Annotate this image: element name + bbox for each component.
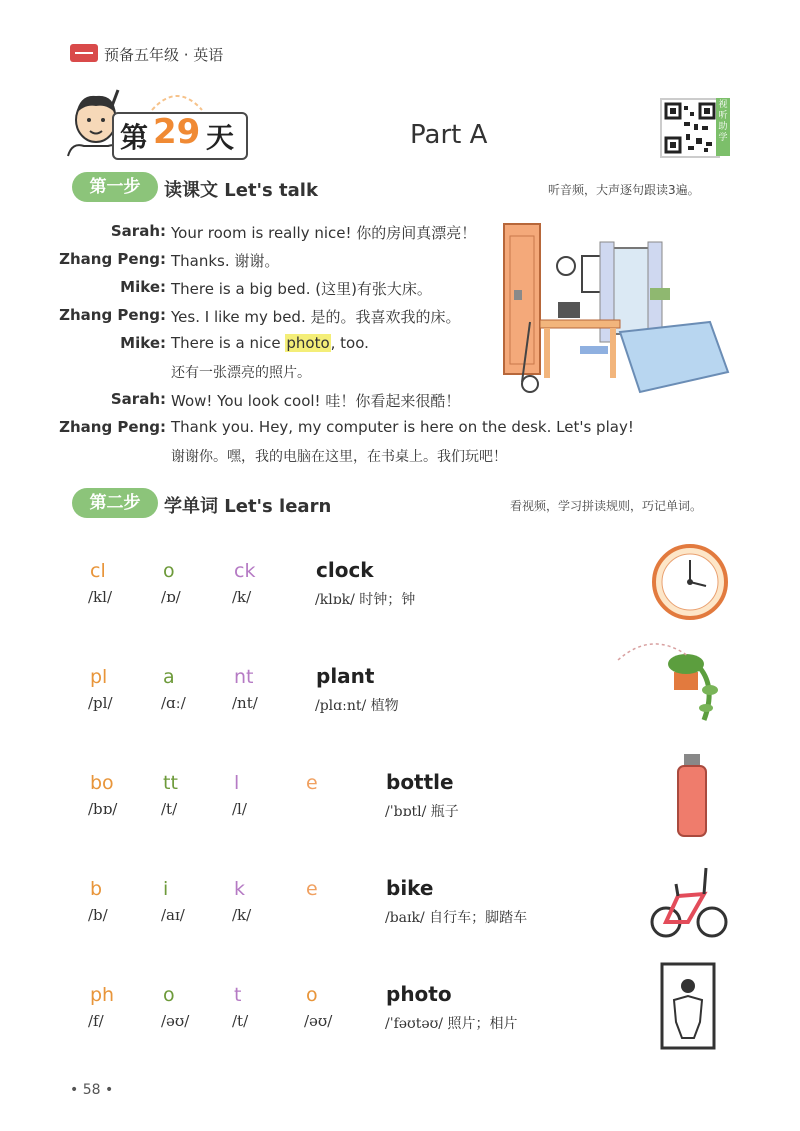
line-text-after: , too. bbox=[330, 334, 369, 352]
phonics-ipa: /k/ bbox=[232, 588, 252, 606]
phonics-segment: nt bbox=[234, 666, 254, 688]
phonics-segment: o bbox=[163, 984, 175, 1006]
header-title: 预备五年级 · 英语 bbox=[104, 46, 224, 64]
vocab-definition: /klɒk/ 时钟；钟 bbox=[315, 592, 416, 608]
phonics-segment: t bbox=[234, 984, 242, 1006]
dialogue-line bbox=[171, 334, 369, 352]
phonics-segment: i bbox=[163, 878, 169, 900]
phonics-segment: o bbox=[163, 560, 175, 582]
vocab-word: bottle bbox=[386, 770, 454, 794]
phonics-segment: a bbox=[163, 666, 175, 688]
phonics-ipa: /l/ bbox=[232, 800, 247, 818]
phonics-segment: pl bbox=[90, 666, 108, 688]
vocab-definition: /plɑːnt/ 植物 bbox=[315, 698, 399, 714]
bottle-icon bbox=[674, 752, 710, 838]
phonics-ipa: /nt/ bbox=[232, 694, 258, 712]
phonics-ipa: /f/ bbox=[88, 1012, 104, 1030]
step1-title: 读课文 Let's talk bbox=[164, 180, 318, 201]
step2-badge: 第二步 bbox=[72, 488, 158, 518]
vocab-word: plant bbox=[316, 664, 375, 688]
step2-note: 看视频，学习拼读规则，巧记单词。 bbox=[510, 499, 703, 513]
bike-icon bbox=[648, 860, 730, 940]
dialogue-line: Yes. I like my bed. 是的。我喜欢我的床。 bbox=[171, 308, 461, 326]
sun-rays-icon bbox=[142, 86, 212, 112]
step1-badge: 第一步 bbox=[72, 172, 158, 202]
vocab-word: clock bbox=[316, 558, 374, 582]
dialogue-line: Thanks. 谢谢。 bbox=[171, 252, 280, 270]
page-number: • 58 • bbox=[70, 1082, 114, 1098]
phonics-ipa: /ɒ/ bbox=[161, 588, 181, 606]
dialogue-speaker: Mike: bbox=[120, 278, 166, 296]
qr-code-icon[interactable] bbox=[660, 98, 720, 158]
phonics-ipa: /aɪ/ bbox=[161, 906, 185, 924]
phonics-ipa: /əʊ/ bbox=[161, 1012, 190, 1030]
phonics-ipa: /k/ bbox=[232, 906, 252, 924]
dialogue-speaker: Zhang Peng: bbox=[59, 306, 166, 324]
phonics-ipa: /b/ bbox=[88, 906, 108, 924]
phonics-ipa: /bɒ/ bbox=[88, 800, 118, 818]
phonics-segment: tt bbox=[163, 772, 178, 794]
phonics-ipa: /pl/ bbox=[88, 694, 113, 712]
dialogue-speaker: Sarah: bbox=[110, 390, 166, 408]
bedroom-illustration bbox=[500, 222, 730, 398]
dialogue-translation: 谢谢你。嘿，我的电脑在这里，在书桌上。我们玩吧！ bbox=[171, 449, 507, 465]
vocab-definition: /ˈbɒtl/ 瓶子 bbox=[385, 804, 459, 820]
dialogue-speaker: Zhang Peng: bbox=[59, 418, 166, 436]
dialogue-line: Your room is really nice! 你的房间真漂亮！ bbox=[171, 224, 477, 242]
phonics-segment: b bbox=[90, 878, 103, 900]
phonics-segment: bo bbox=[90, 772, 114, 794]
phonics-ipa: /t/ bbox=[161, 800, 178, 818]
vocab-definition: /ˈfəʊtəʊ/ 照片；相片 bbox=[385, 1016, 518, 1032]
page-number-value: 58 bbox=[82, 1082, 101, 1098]
phonics-segment: cl bbox=[90, 560, 106, 582]
step2-title: 学单词 Let's learn bbox=[164, 496, 332, 517]
dialogue-speaker: Sarah: bbox=[110, 222, 166, 240]
phonics-ipa: /kl/ bbox=[88, 588, 112, 606]
phonics-segment: ph bbox=[90, 984, 115, 1006]
phonics-ipa: /əʊ/ bbox=[304, 1012, 333, 1030]
dialogue-speaker: Zhang Peng: bbox=[59, 250, 166, 268]
dialogue-speaker: Mike: bbox=[120, 334, 166, 352]
dialogue-line: There is a big bed. (这里)有张大床。 bbox=[171, 280, 432, 298]
phonics-ipa: /t/ bbox=[232, 1012, 249, 1030]
phonics-segment: l bbox=[234, 772, 240, 794]
clock-icon bbox=[650, 542, 730, 622]
dialogue-line: Thank you. Hey, my computer is here on the desk. Let's play! bbox=[171, 418, 634, 436]
phonics-segment: ck bbox=[234, 560, 256, 582]
part-title: Part A bbox=[410, 120, 488, 150]
brand-logo bbox=[70, 44, 98, 62]
day-prefix: 第 bbox=[120, 121, 149, 154]
watermark-icon bbox=[612, 620, 692, 680]
phonics-segment: k bbox=[234, 878, 246, 900]
vocab-word: photo bbox=[386, 982, 452, 1006]
vocab-word: bike bbox=[386, 876, 434, 900]
phonics-segment: e bbox=[306, 772, 318, 794]
phonics-ipa: /ɑː/ bbox=[161, 694, 186, 712]
dialogue-line: Wow! You look cool! 哇！你看起来很酷！ bbox=[171, 392, 461, 410]
line-text-before: There is a nice bbox=[171, 334, 286, 352]
photo-icon bbox=[660, 962, 716, 1050]
highlight-word: photo bbox=[286, 334, 330, 352]
phonics-segment: e bbox=[306, 878, 318, 900]
step1-note: 听音频，大声逐句跟读3遍。 bbox=[548, 183, 700, 197]
day-suffix: 天 bbox=[206, 121, 235, 154]
qr-label: 视听助学 bbox=[716, 98, 730, 156]
dialogue-translation: 还有一张漂亮的照片。 bbox=[171, 365, 311, 381]
phonics-segment: o bbox=[306, 984, 318, 1006]
vocab-definition: /baɪk/ 自行车；脚踏车 bbox=[385, 910, 528, 926]
day-number: 29 bbox=[153, 112, 201, 152]
